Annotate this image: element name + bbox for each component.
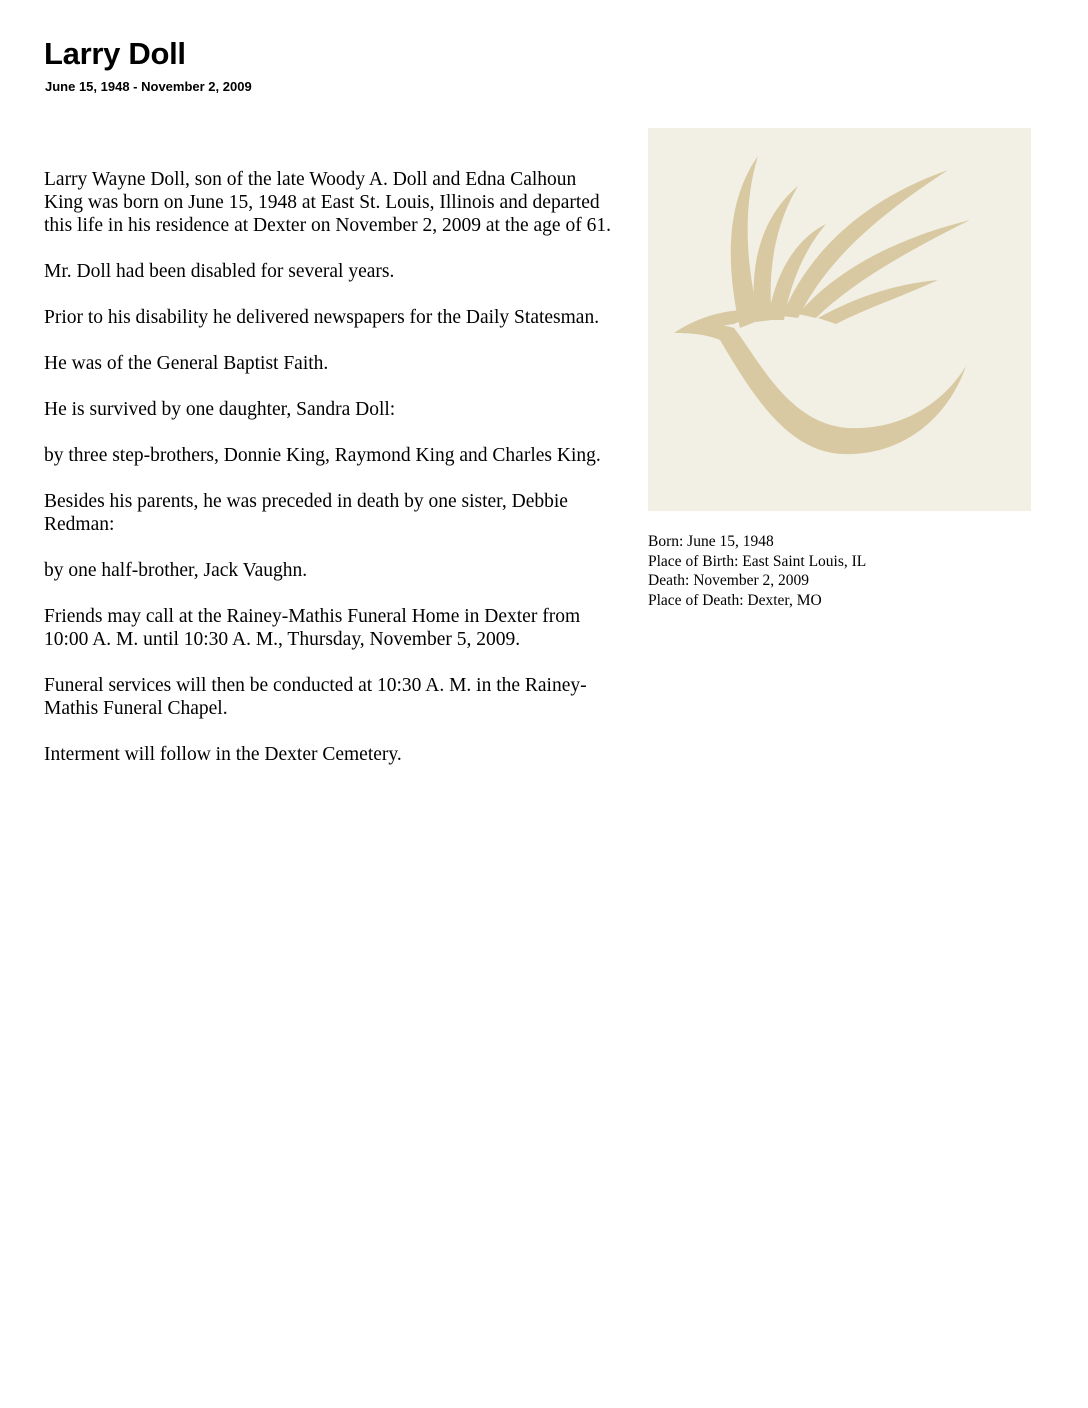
paragraph: He is survived by one daughter, Sandra Doll:: [44, 399, 396, 420]
paragraph: Mr. Doll had been disabled for several years.: [44, 261, 395, 282]
paragraph: He was of the General Baptist Faith.: [44, 353, 329, 374]
place-of-birth-fact: Place of Birth: East Saint Louis, IL: [648, 552, 867, 570]
page-title: Larry Doll: [44, 36, 186, 71]
paragraph: Interment will follow in the Dexter Cemetery.: [44, 744, 402, 765]
memorial-image: [648, 128, 1031, 511]
born-fact: Born: June 15, 1948: [648, 533, 774, 550]
paragraph: Prior to his disability he delivered newspapers for the Daily Statesman.: [44, 307, 600, 328]
obituary-text: [44, 168, 614, 789]
paragraph: by one half-brother, Jack Vaughn.: [44, 560, 308, 581]
paragraph: Besides his parents, he was preceded in death by one sister, Debbie Redman:: [44, 491, 568, 535]
paragraph: Funeral services will then be conducted at 10:30 A. M. in the Rainey-Mathis Funeral Chapel.: [44, 675, 587, 719]
paragraph: by three step-brothers, Donnie King, Raymond King and Charles King.: [44, 445, 601, 466]
paragraph: Larry Wayne Doll, son of the late Woody A. Doll and Edna Calhoun King was born on June 15, 1948 at East St. Louis, Illinois and departed this life in his residence at Dexter on November 2, 2009 at the age of 61.: [44, 169, 611, 236]
paragraph: Friends may call at the Rainey-Mathis Funeral Home in Dexter from 10:00 A. M. until 10:30 A. M., Thursday, November 5, 2009.: [44, 606, 581, 650]
death-fact: Death: November 2, 2009: [648, 572, 809, 589]
dove-body-shape: [674, 325, 966, 455]
life-dates: June 15, 1948 - November 2, 2009: [45, 79, 252, 94]
place-of-death-fact: Place of Death: Dexter, MO: [648, 591, 822, 609]
dove-icon: [648, 128, 1031, 511]
vital-facts: [648, 532, 1048, 610]
